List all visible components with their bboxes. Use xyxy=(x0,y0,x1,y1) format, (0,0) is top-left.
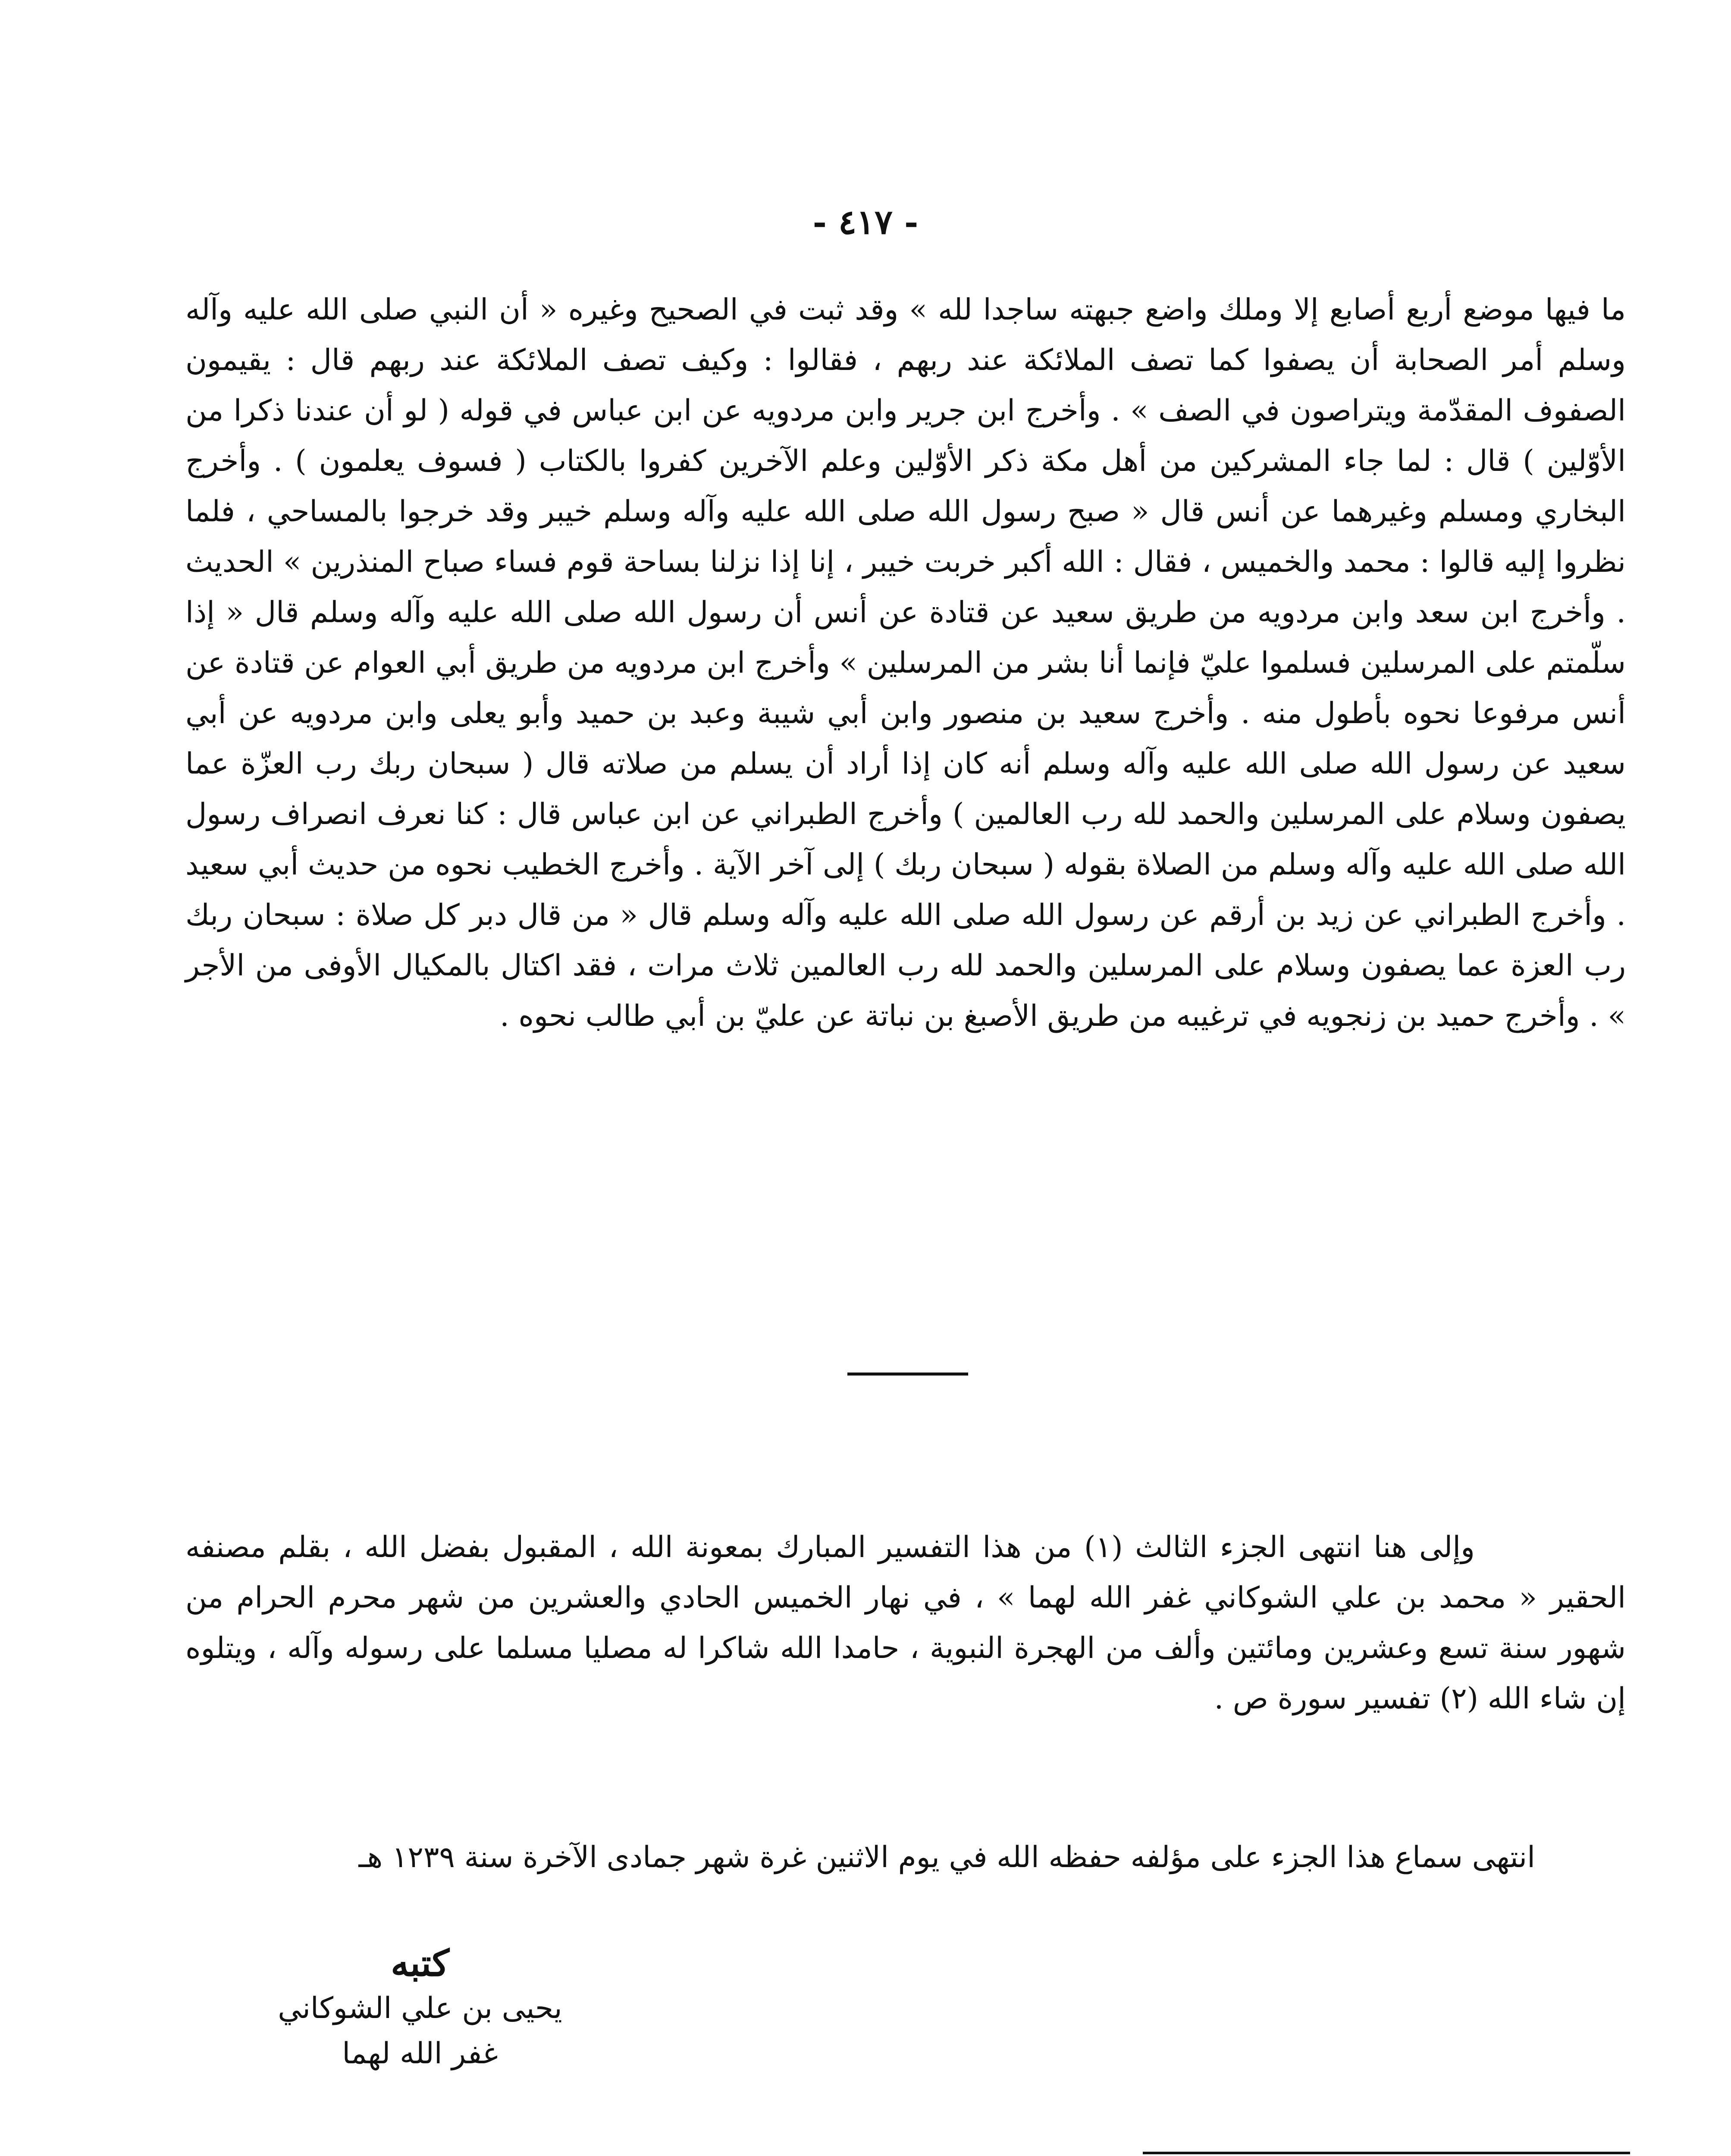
signature-name: يحيى بن علي الشوكاني xyxy=(278,1991,562,2025)
main-body-text: ما فيها موضع أربع أصابع إلا وملك واضع جبهته ساجدا لله » وقد ثبت في الصحيح وغيره « أن النبي صلى الله عليه وآله وسلم أمر الصحابة أن يصفوا كما تصف الملائكة عند ربهم ، فقالوا : وكيف تصف الملائكة عند ربهم قال : يقيمون الصفوف المقدّمة ويتراصون في الصف » . وأخرج ابن جرير وابن مردويه عن ابن عباس في قوله ( لو أن عندنا ذكرا من الأوّلين ) قال : لما جاء المشركين من أهل مكة ذكر الأوّلين وعلم الآخرين كفروا بالكتاب ( فسوف يعلمون ) . وأخرج البخاري ومسلم وغيرهما عن أنس قال « صبح رسول الله صلى الله عليه وآله وسلم خيبر وقد خرجوا بالمساحي ، فلما نظروا إليه قالوا : محمد والخميس ، فقال : الله أكبر خربت خيبر ، إنا إذا نزلنا بساحة قوم فساء صباح المنذرين » الحديث . وأخرج ابن سعد وابن مردويه من طريق سعيد عن قتادة عن أنس أن رسول الله صلى الله عليه وآله وسلم قال « إذا سلّمتم على المرسلين فسلموا عليّ فإنما أنا بشر من المرسلين » وأخرج ابن مردويه من طريق أبي العوام عن قتادة عن أنس مرفوعا نحوه بأطول منه . وأخرج سعيد بن منصور وابن أبي شيبة وعبد بن حميد وأبو يعلى وابن مردويه عن أبي سعيد عن رسول الله صلى الله عليه وآله وسلم أنه كان إذا أراد أن يسلم من صلاته قال ( سبحان ربك رب العزّة عما يصفون وسلام على المرسلين والحمد لله رب العالمين ) وأخرج الطبراني عن ابن عباس قال : كنا نعرف انصراف رسول الله صلى الله عليه وآله وسلم من الصلاة بقوله ( سبحان ربك ) إلى آخر الآية . وأخرج الخطيب نحوه من حديث أبي سعيد . وأخرج الطبراني عن زيد بن أرقم عن رسول الله صلى الله عليه وآله وسلم قال « من قال دبر كل صلاة : سبحان ربك رب العزة عما يصفون وسلام على المرسلين والحمد لله رب العالمين ثلاث مرات ، فقد اكتال بالمكيال الأوفى من الأجر » . وأخرج حميد بن زنجويه في ترغيبه من طريق الأصبغ بن نباتة عن عليّ بن أبي طالب نحوه . xyxy=(185,293,1626,1033)
signature-kataba: كتبه xyxy=(391,1942,449,1984)
page-number: - ٤١٧ - xyxy=(812,203,919,242)
audition-note: انتهى سماع هذا الجزء على مؤلفه حفظه الله في يوم الاثنين غرة شهر جمادى الآخرة سنة ١٢٣٩ هـ xyxy=(358,1840,1535,1874)
colophon-paragraph: وإلى هنا انتهى الجزء الثالث (١) من هذا التفسير المبارك بمعونة الله ، المقبول بفضل الله ، بقلم مصنفه الحقير « محمد بن علي الشوكاني غفر الله لهما » ، في نهار الخميس الحادي والعشرين من شهر محرم الحرام من شهور سنة تسع وعشرين ومائتين وألف من الهجرة النبوية ، حامدا الله شاكرا له مصليا مسلما على رسوله وآله ، ويتلوه إن شاء الله (٢) تفسير سورة ص . xyxy=(185,1530,1626,1716)
signature-block xyxy=(269,1940,571,2076)
footnote-rule xyxy=(1143,2152,1630,2154)
signature-prayer: غفر الله لهما xyxy=(342,2037,498,2071)
section-divider xyxy=(847,1373,968,1376)
